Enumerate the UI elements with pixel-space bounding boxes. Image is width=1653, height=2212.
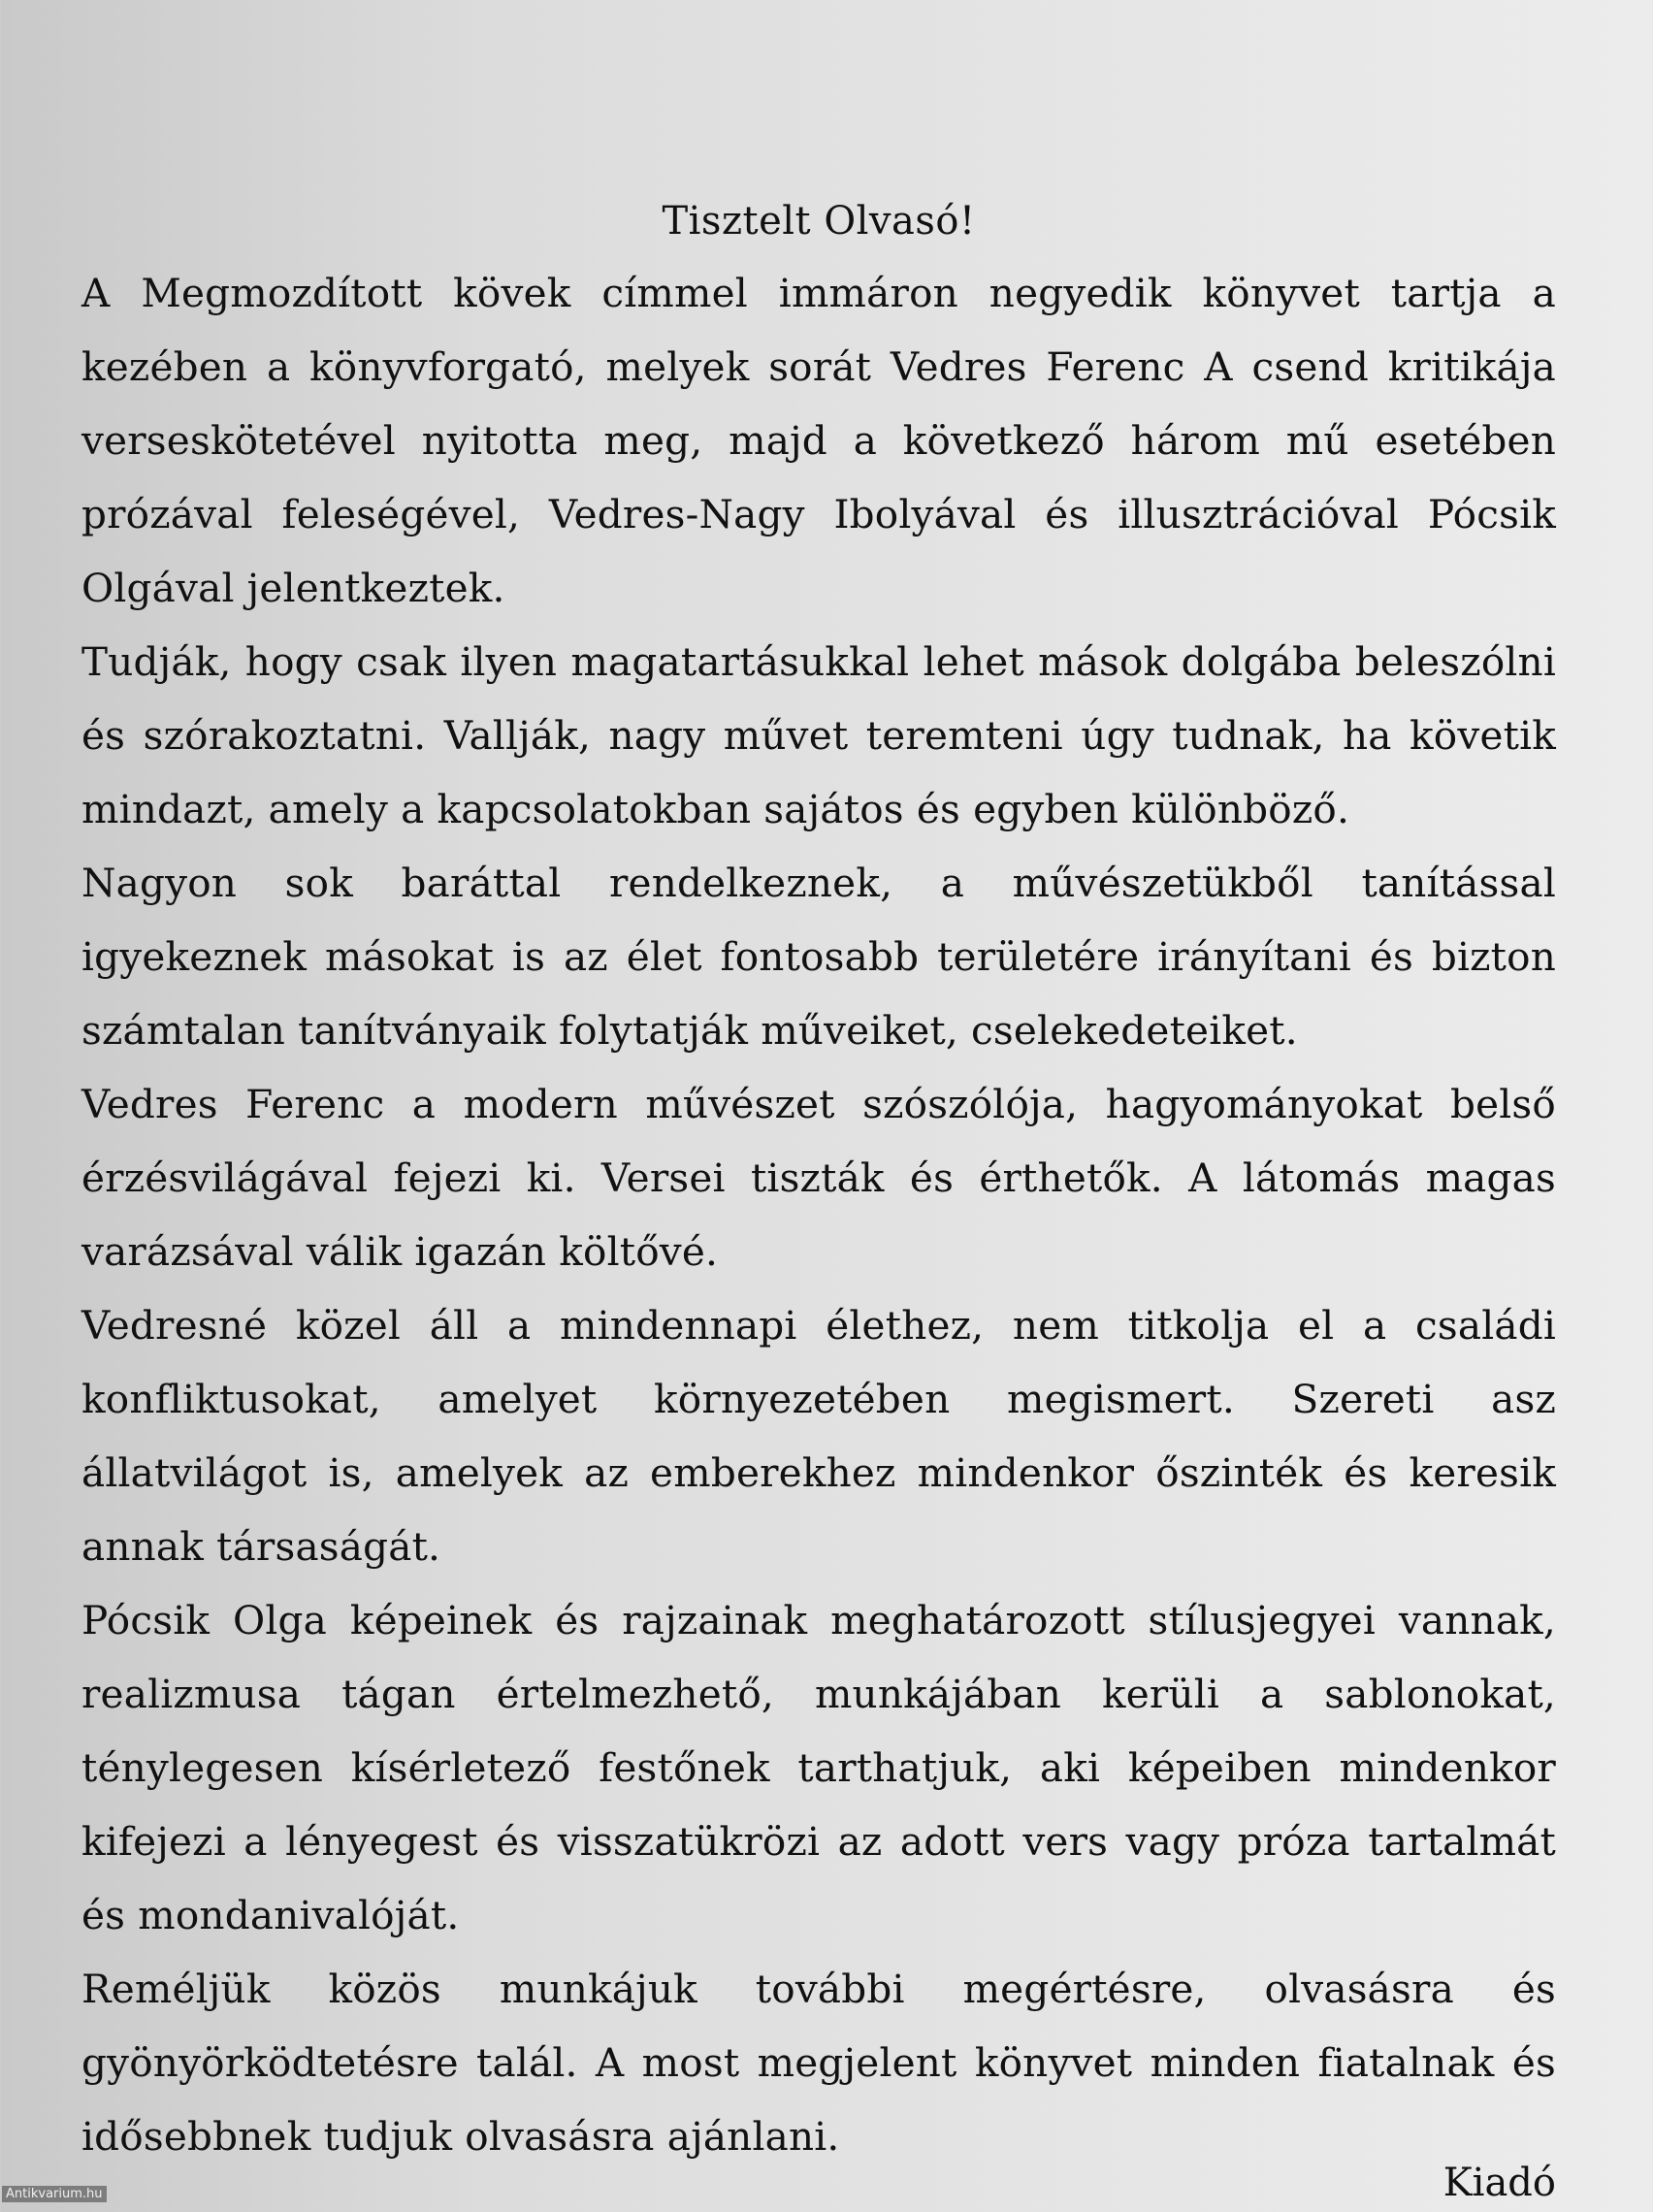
- paragraph-3: Nagyon sok baráttal rendelkeznek, a művészetükből tanítással igyekeznek másokat is az élet fontosabb területére irányítani és bizton számtalan tanítványaik folytatják műveiket, cselekedeteiket.: [81, 860, 1556, 1054]
- document-body: [81, 184, 1556, 2173]
- watermark-label: Antikvarium.hu: [2, 2186, 107, 2202]
- paragraph-1: A Megmozdított kövek címmel immáron negyedik könyvet tartja a kezében a könyvforgató, melyek sorát Vedres Ferenc A csend kritikája verseskötetével nyitotta meg, majd a következő három mű esetében prózával feleségével, Vedres-Nagy Ibolyával és illusztrációval Pócsik Olgával jelentkeztek.: [81, 270, 1556, 611]
- publisher-signature: Kiadó: [1442, 2161, 1556, 2205]
- paragraph-5: Vedresné közel áll a mindennapi élethez, nem titkolja el a családi konfliktusokat, amelyet környezetében megismert. Szereti asz állatvilágot is, amelyek az emberekhez mindenkor őszinték és keresik annak társaságát.: [81, 1302, 1556, 1570]
- greeting-heading: Tisztelt Olvasó!: [662, 199, 976, 244]
- paragraph-7: Reméljük közös munkájuk további megértésre, olvasásra és gyönyörködtetésre talál. A most megjelent könyvet minden fiatalnak és idősebbnek tudjuk olvasásra ajánlani.: [81, 1966, 1556, 2160]
- paragraph-4: Vedres Ferenc a modern művészet szószólója, hagyományokat belső érzésvilágával fejezi ki. Versei tiszták és érthetők. A látomás magas varázsával válik igazán költővé.: [81, 1081, 1556, 1275]
- paragraph-6: Pócsik Olga képeinek és rajzainak meghatározott stílusjegyei vannak, realizmusa tágan értelmezhető, munkájában kerüli a sablonokat, ténylegesen kísérletező festőnek tarthatjuk, aki képeiben mindenkor kifejezi a lényegest és visszatükrözi az adott vers vagy próza tartalmát és mondanivalóját.: [81, 1597, 1556, 1938]
- paragraph-2: Tudják, hogy csak ilyen magatartásukkal lehet mások dolgába beleszólni és szórakoztatni. Vallják, nagy művet teremteni úgy tudnak, ha követik mindazt, amely a kapcsolatokban sajátos és egyben különböző.: [81, 638, 1556, 832]
